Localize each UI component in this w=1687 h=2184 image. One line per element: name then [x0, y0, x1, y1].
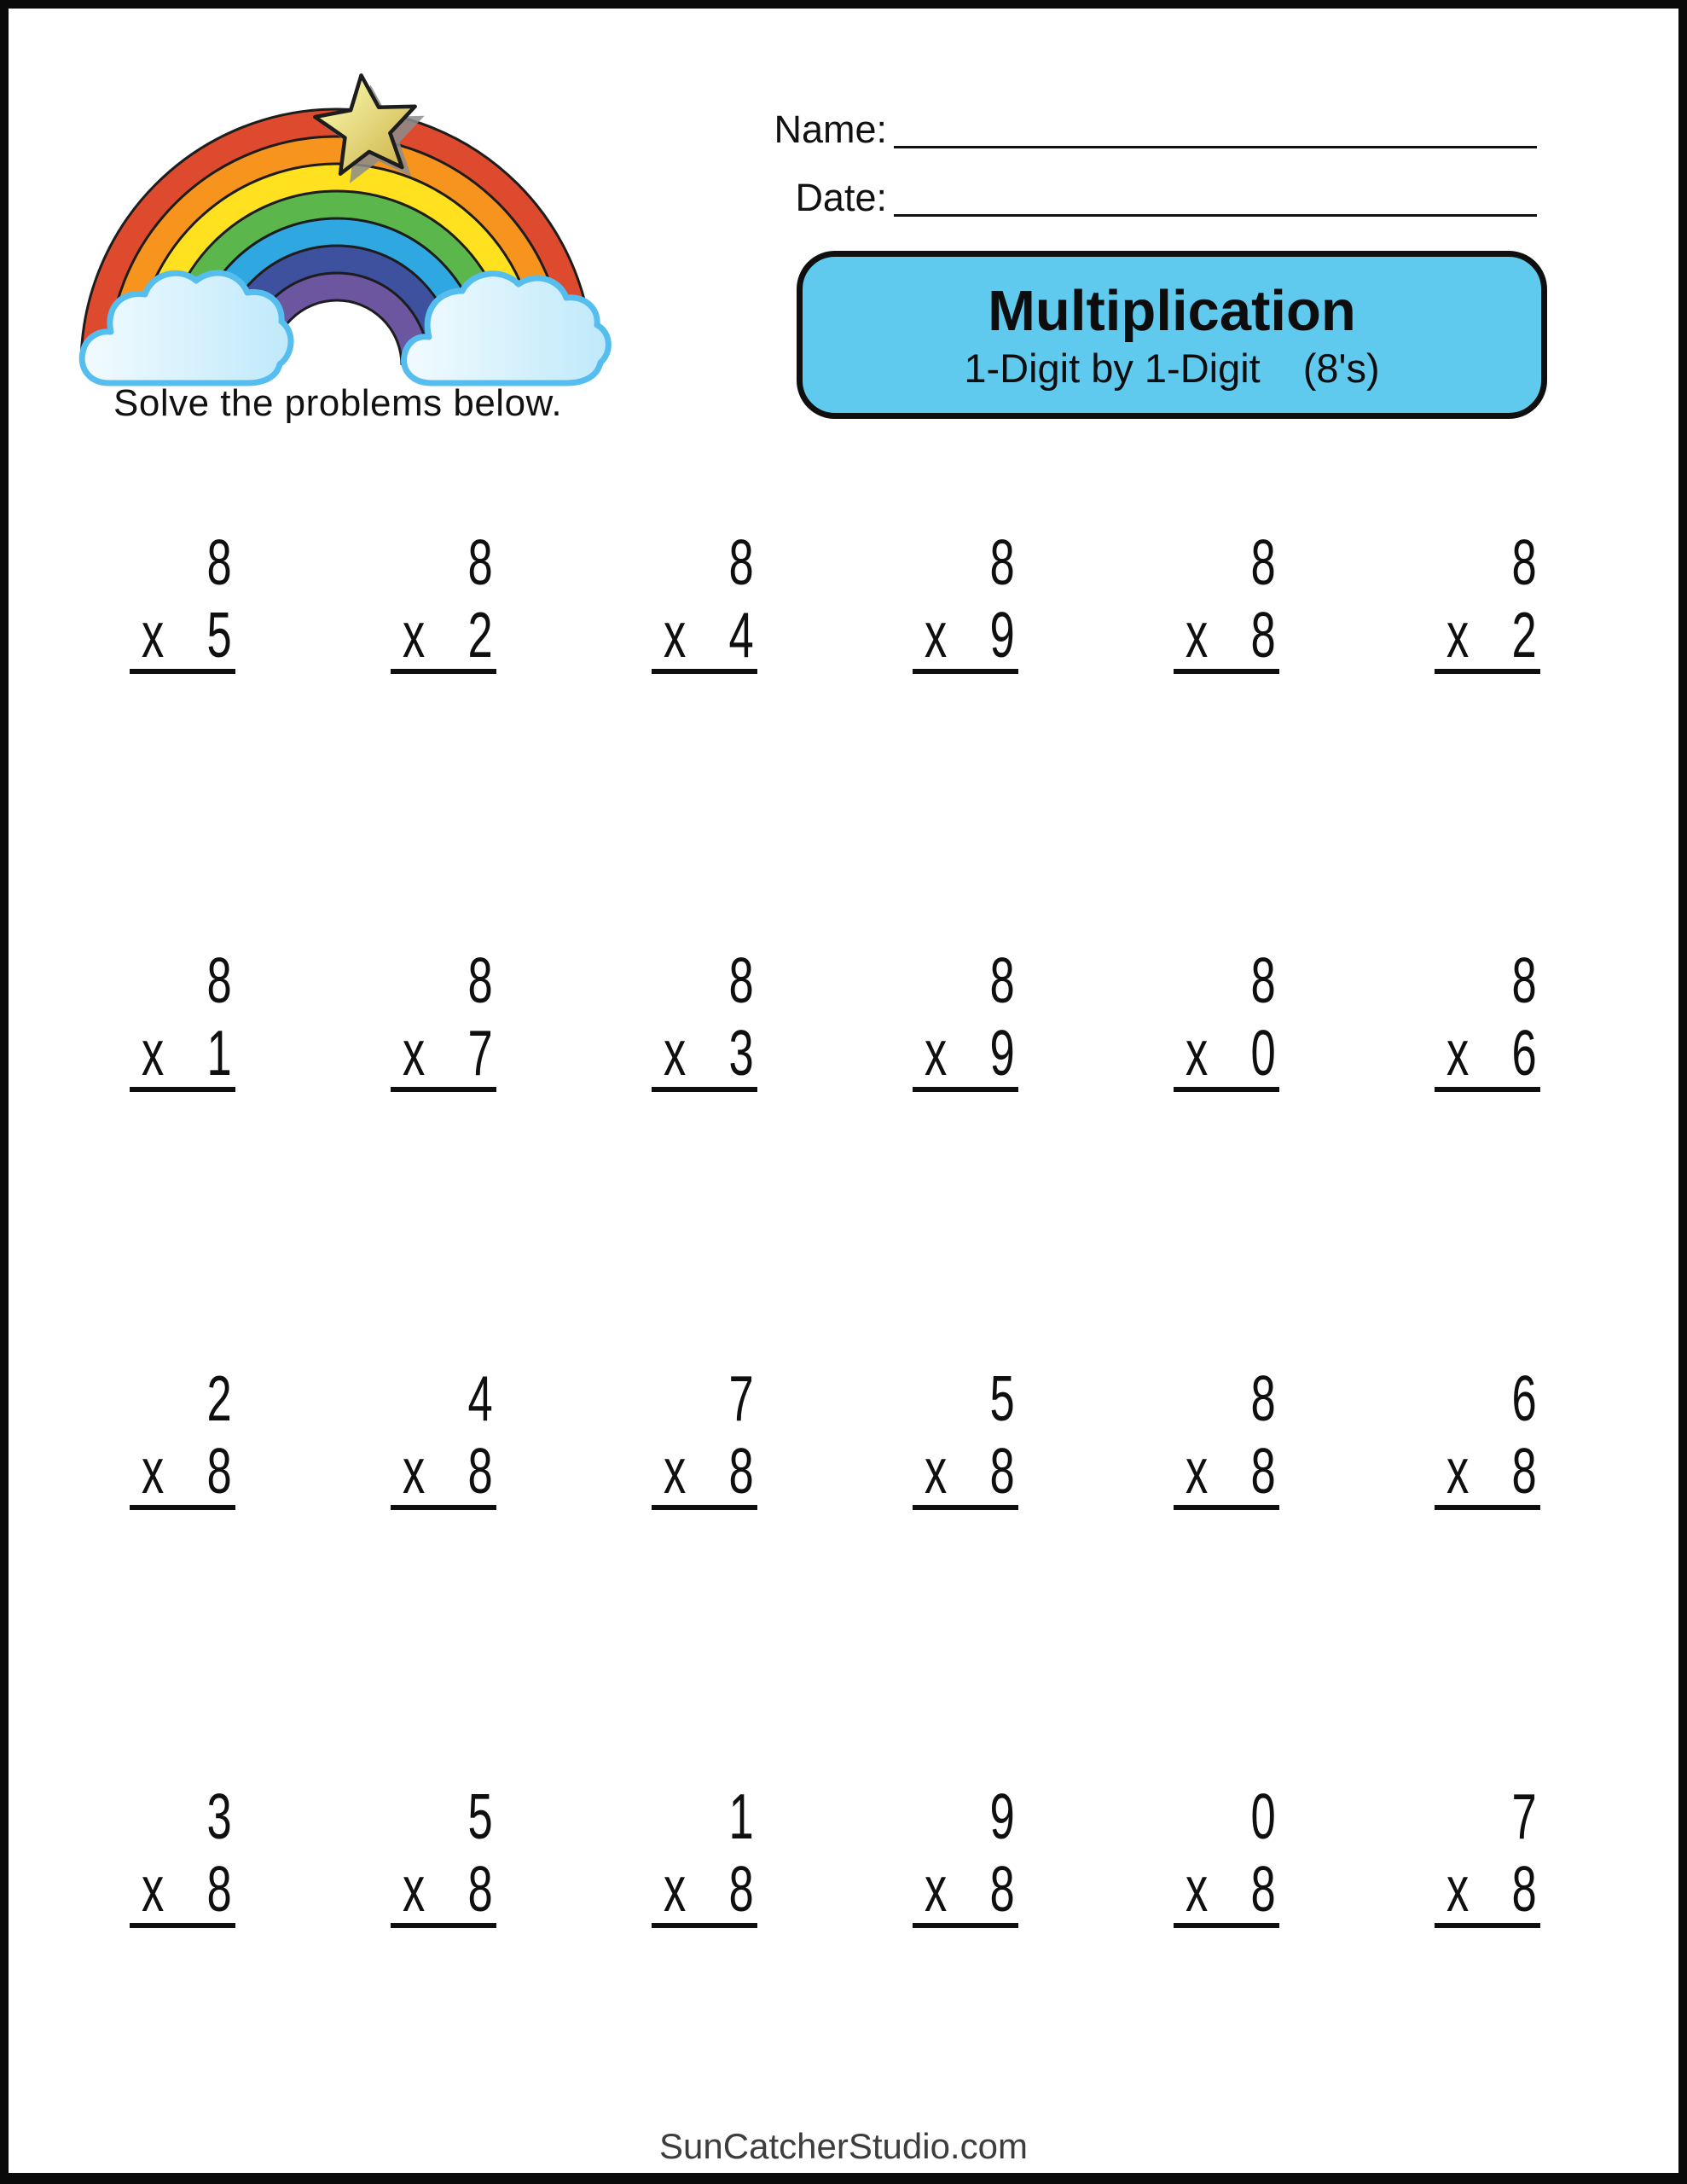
bottom-operand: 7	[467, 1017, 493, 1089]
bottom-operand: 8	[1511, 1853, 1537, 1925]
multiply-operator: x	[403, 1435, 426, 1507]
bottom-operand: 8	[989, 1853, 1015, 1925]
name-label: Name:	[774, 107, 887, 151]
bottom-operand: 8	[1250, 1853, 1276, 1925]
multiply-operator: x	[142, 1435, 165, 1507]
problem	[1174, 944, 1279, 1092]
date-input-line[interactable]	[894, 214, 1537, 217]
bottom-operand: 2	[467, 599, 493, 671]
multiply-operator: x	[664, 599, 687, 671]
multiply-operator: x	[664, 1435, 687, 1507]
subtitle-text: 1-Digit by 1-Digit	[964, 345, 1261, 391]
bottom-operand: 8	[728, 1435, 754, 1507]
problem	[913, 526, 1018, 674]
bottom-operand: 8	[728, 1853, 754, 1925]
multiply-operator: x	[1186, 1017, 1209, 1089]
bottom-operand: 8	[206, 1853, 232, 1925]
multiply-operator: x	[403, 599, 426, 671]
bottom-operand: 5	[206, 599, 232, 671]
bottom-operand: 9	[989, 1017, 1015, 1089]
top-operand: 8	[1250, 526, 1276, 598]
multiply-operator: x	[925, 1435, 948, 1507]
top-operand: 8	[467, 944, 493, 1016]
bottom-operand: 9	[989, 599, 1015, 671]
top-operand: 8	[728, 944, 754, 1016]
bottom-operand: 8	[1250, 1435, 1276, 1507]
problem	[913, 944, 1018, 1092]
multiply-operator: x	[1446, 1853, 1470, 1925]
problem	[1435, 1780, 1540, 1928]
top-operand: 8	[467, 526, 493, 598]
problem	[391, 1780, 496, 1928]
top-operand: 0	[1250, 1780, 1276, 1852]
top-operand: 8	[1511, 526, 1537, 598]
multiply-operator: x	[403, 1853, 426, 1925]
problem	[1174, 1780, 1279, 1928]
problem	[652, 526, 757, 674]
title-box	[797, 251, 1547, 419]
problem	[1174, 1362, 1279, 1510]
worksheet-subtitle	[964, 345, 1380, 391]
multiply-operator: x	[142, 1853, 165, 1925]
multiply-operator: x	[1446, 1017, 1470, 1089]
multiply-operator: x	[925, 1017, 948, 1089]
problem	[391, 526, 496, 674]
multiply-operator: x	[1186, 1853, 1209, 1925]
bottom-operand: 8	[467, 1435, 493, 1507]
problem	[130, 1362, 235, 1510]
top-operand: 6	[1511, 1362, 1537, 1434]
problem	[130, 944, 235, 1092]
top-operand: 8	[1511, 944, 1537, 1016]
top-operand: 8	[728, 526, 754, 598]
bottom-operand: 0	[1250, 1017, 1276, 1089]
multiply-operator: x	[925, 1853, 948, 1925]
top-operand: 1	[728, 1780, 754, 1852]
name-input-line[interactable]	[894, 146, 1537, 148]
top-operand: 8	[1250, 944, 1276, 1016]
multiply-operator: x	[1186, 1435, 1209, 1507]
bottom-operand: 3	[728, 1017, 754, 1089]
bottom-operand: 2	[1511, 599, 1537, 671]
problem	[913, 1780, 1018, 1928]
problem	[130, 1780, 235, 1928]
top-operand: 5	[989, 1362, 1015, 1434]
bottom-operand: 8	[1250, 599, 1276, 671]
problem	[652, 944, 757, 1092]
multiply-operator: x	[1186, 599, 1209, 671]
bottom-operand: 8	[467, 1853, 493, 1925]
top-operand: 8	[206, 944, 232, 1016]
multiply-operator: x	[664, 1017, 687, 1089]
top-operand: 7	[1511, 1780, 1537, 1852]
problem	[391, 1362, 496, 1510]
top-operand: 8	[989, 944, 1015, 1016]
worksheet-title: Multiplication	[988, 278, 1356, 343]
multiply-operator: x	[925, 599, 948, 671]
multiply-operator: x	[1446, 599, 1470, 671]
instruction-text: Solve the problems below.	[113, 382, 563, 424]
problem	[130, 526, 235, 674]
multiply-operator: x	[403, 1017, 426, 1089]
top-operand: 8	[206, 526, 232, 598]
problem	[652, 1780, 757, 1928]
problem	[652, 1362, 757, 1510]
top-operand: 5	[467, 1780, 493, 1852]
footer-site-text: SunCatcherStudio.com	[659, 2126, 1028, 2166]
problem	[1435, 1362, 1540, 1510]
top-operand: 9	[989, 1780, 1015, 1852]
bottom-operand: 8	[1511, 1435, 1537, 1507]
multiply-operator: x	[142, 599, 165, 671]
top-operand: 8	[989, 526, 1015, 598]
problem	[391, 944, 496, 1092]
date-label: Date:	[795, 176, 887, 219]
bottom-operand: 1	[206, 1017, 232, 1089]
bottom-operand: 4	[728, 599, 754, 671]
subtitle-note: (8's)	[1302, 345, 1380, 391]
multiply-operator: x	[664, 1853, 687, 1925]
problem	[1435, 526, 1540, 674]
problem	[913, 1362, 1018, 1510]
problem	[1435, 944, 1540, 1092]
multiply-operator: x	[142, 1017, 165, 1089]
top-operand: 7	[728, 1362, 754, 1434]
problems-grid	[130, 526, 1540, 1928]
top-operand: 4	[467, 1362, 493, 1434]
problem	[1174, 526, 1279, 674]
multiply-operator: x	[1446, 1435, 1470, 1507]
bottom-operand: 6	[1511, 1017, 1537, 1089]
top-operand: 2	[206, 1362, 232, 1434]
top-operand: 3	[206, 1780, 232, 1852]
bottom-operand: 8	[206, 1435, 232, 1507]
rainbow-graphic	[68, 47, 631, 405]
bottom-operand: 8	[989, 1435, 1015, 1507]
top-operand: 8	[1250, 1362, 1276, 1434]
